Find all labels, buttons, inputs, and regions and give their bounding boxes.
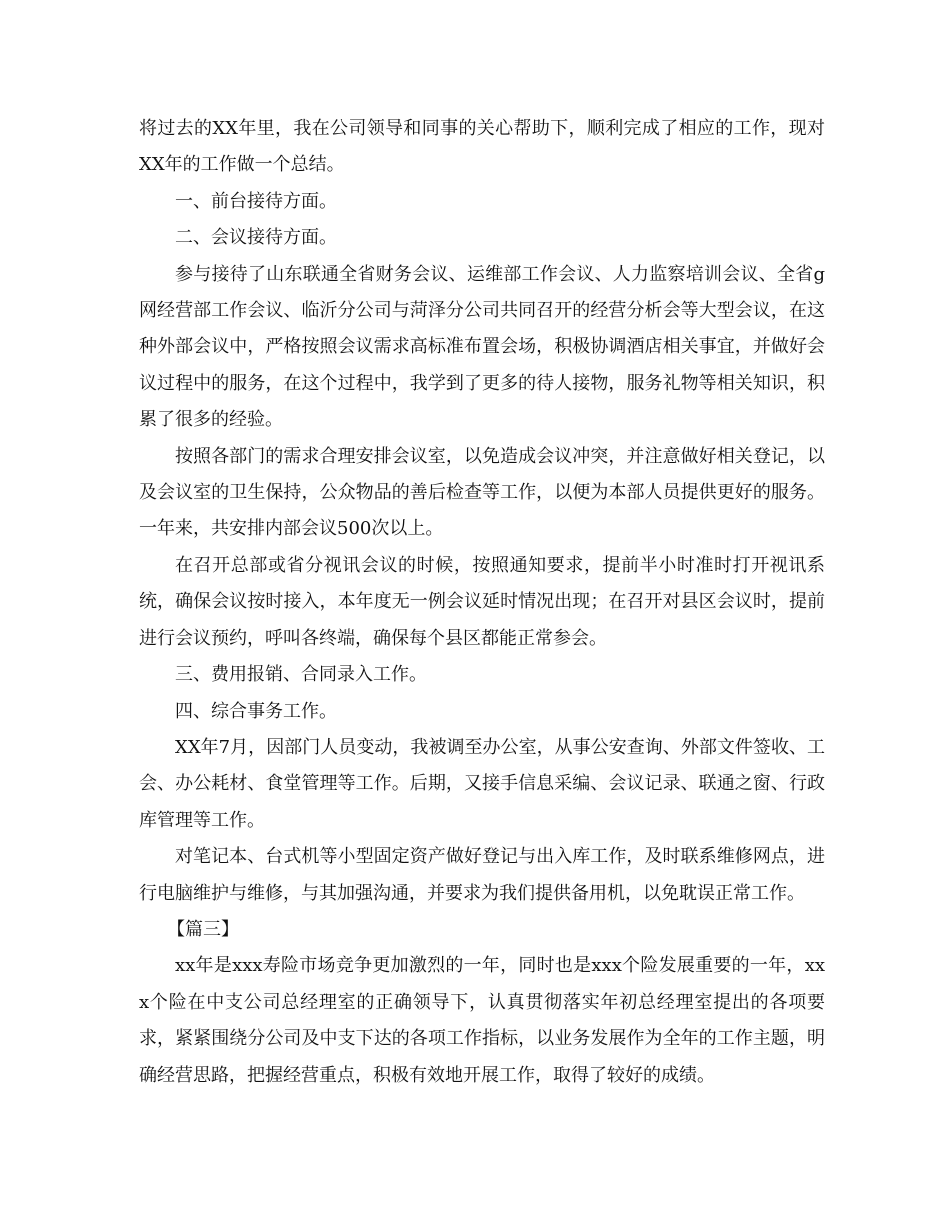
chapter-title: 【篇三】: [167, 918, 239, 940]
paragraph-large-meetings: 参与接待了山东联通全省财务会议、运维部工作会议、人力监察培训会议、全省g网经营部工作会议、临沂分公司与菏泽分公司共同召开的经营分析会等大型会议，在这种外部会议中，严格按照会议需求高标准布置会场，积极协调酒店相关事宜，并做好会议过程中的服务，在这个过程中，我学到了更多的待人接物，服务礼物等相关知识，积累了很多的经验。: [139, 263, 825, 431]
paragraph-transfer: XX年7月，因部门人员变动，我被调至办公室，从事公安查询、外部文件签收、工会、办公耗材、食堂管理等工作。后期，又接手信息采编、会议记录、联通之窗、行政库管理等工作。: [139, 736, 825, 831]
paragraph-insurance-summary: xx年是xxx寿险市场竞争更加激烈的一年，同时也是xxx个险发展重要的一年，xxx个险在中支公司总经理室的正确领导下，认真贯彻落实年初总经理室提出的各项要求，紧紧围绕分公司及中支下达的各项工作指标，以业务发展作为全年的工作主题，明确经营思路，把握经营重点，积极有效地开展工作，取得了较好的成绩。: [139, 955, 825, 1086]
paragraph-intro: 将过去的XX年里，我在公司领导和同事的关心帮助下，顺利完成了相应的工作，现对XX年的工作做一个总结。: [139, 118, 825, 176]
heading-front-desk: 一、前台接待方面。: [175, 190, 337, 212]
heading-expense-contracts: 三、费用报销、合同录入工作。: [175, 664, 427, 686]
heading-general-affairs: 四、综合事务工作。: [175, 700, 337, 722]
heading-meeting-reception: 二、会议接待方面。: [175, 227, 337, 249]
paragraph-video-conference: 在召开总部或省分视讯会议的时候，按照通知要求，提前半小时准时打开视讯系统，确保会议按时接入，本年度无一例会议延时情况出现；在召开对县区会议时，提前进行会议预约，呼叫各终端，确保每个县区都能正常参会。: [139, 554, 825, 649]
paragraph-assets: 对笔记本、台式机等小型固定资产做好登记与出入库工作，及时联系维修网点，进行电脑维护与维修，与其加强沟通，并要求为我们提供备用机，以免耽误正常工作。: [139, 846, 825, 904]
paragraph-meeting-rooms: 按照各部门的需求合理安排会议室，以免造成会议冲突，并注意做好相关登记，以及会议室的卫生保持，公众物品的善后检查等工作，以便为本部人员提供更好的服务。一年来，共安排内部会议500次以上。: [139, 445, 825, 540]
document-body: [139, 111, 825, 1094]
